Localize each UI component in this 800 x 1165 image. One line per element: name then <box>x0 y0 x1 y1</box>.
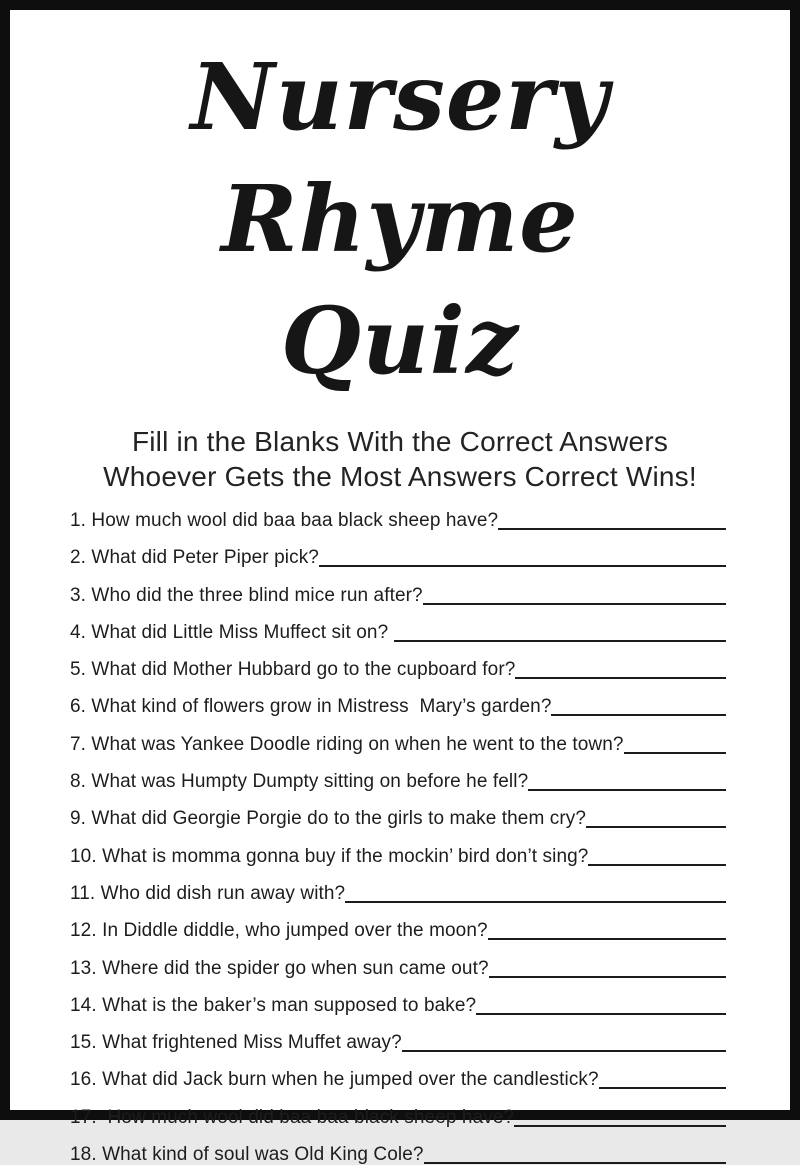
answer-blank-line <box>599 1087 726 1089</box>
question-row <box>70 1145 726 1164</box>
answer-blank-line <box>514 1125 726 1127</box>
question-row <box>70 623 726 642</box>
answer-blank-line <box>551 714 726 716</box>
question-row <box>70 921 726 940</box>
question-row <box>70 772 726 791</box>
question-text: 16. What did Jack burn when he jumped over the candlestick? <box>70 1069 599 1091</box>
question-row <box>70 809 726 828</box>
quiz-subtitle-line2: Whoever Gets the Most Answers Correct Wins! <box>103 461 697 492</box>
answer-blank-line <box>588 864 726 866</box>
question-text: 5. What did Mother Hubbard go to the cupboard for? <box>70 659 516 681</box>
question-row <box>70 1108 726 1127</box>
answer-blank-line <box>423 603 726 605</box>
question-text: 3. Who did the three blind mice run after? <box>70 584 423 606</box>
question-row <box>70 697 726 716</box>
question-row <box>70 548 726 567</box>
answer-blank-line <box>488 938 726 940</box>
question-text: 12. In Diddle diddle, who jumped over the moon? <box>70 920 488 942</box>
quiz-subtitle-line1: Fill in the Blanks With the Correct Answers <box>131 426 669 457</box>
question-row <box>70 735 726 754</box>
question-text: 14. What is the baker’s man supposed to bake? <box>70 994 477 1016</box>
question-row <box>70 660 726 679</box>
question-text: 7. What was Yankee Doodle riding on when he went to the town? <box>70 733 624 755</box>
quiz-title-line2: Quiz <box>280 287 520 395</box>
question-text: 17. How much wool did baa baa black sheep have? <box>70 1106 515 1128</box>
quiz-title <box>10 36 790 402</box>
answer-blank-line <box>515 677 726 679</box>
answer-blank-line <box>394 640 726 642</box>
question-list <box>10 511 790 1164</box>
question-text: 18. What kind of soul was Old King Cole? <box>70 1144 424 1165</box>
quiz-title-line1: Nursery Rhyme <box>190 43 610 273</box>
question-text: 2. What did Peter Piper pick? <box>70 547 319 569</box>
question-row <box>70 847 726 866</box>
question-row <box>70 511 726 530</box>
question-text: 4. What did Little Miss Muffect sit on? <box>70 621 394 643</box>
answer-blank-line <box>528 789 726 791</box>
question-text: 1. How much wool did baa baa black sheep have? <box>70 510 499 531</box>
answer-blank-line <box>319 565 726 567</box>
quiz-subtitle <box>10 424 790 494</box>
question-text: 13. Where did the spider go when sun came out? <box>70 957 489 979</box>
answer-blank-line <box>476 1013 726 1015</box>
answer-blank-line <box>345 901 726 903</box>
question-text: 11. Who did dish run away with? <box>70 882 346 904</box>
question-row <box>70 1033 726 1052</box>
answer-blank-line <box>489 976 726 978</box>
question-row <box>70 586 726 605</box>
question-text: 6. What kind of flowers grow in Mistress Mary’s garden? <box>70 696 552 718</box>
question-text: 9. What did Georgie Porgie do to the girls to make them cry? <box>70 808 587 830</box>
question-text: 15. What frightened Miss Muffet away? <box>70 1032 402 1054</box>
answer-blank-line <box>586 826 726 828</box>
question-row <box>70 996 726 1015</box>
question-text: 8. What was Humpty Dumpty sitting on before he fell? <box>70 771 529 793</box>
question-row <box>70 884 726 903</box>
answer-blank-line <box>624 752 726 754</box>
question-row <box>70 1070 726 1089</box>
answer-blank-line <box>402 1050 726 1052</box>
question-row <box>70 959 726 978</box>
answer-blank-line <box>424 1162 726 1164</box>
answer-blank-line <box>498 528 726 530</box>
question-text: 10. What is momma gonna buy if the mockin’ bird don’t sing? <box>70 845 589 867</box>
